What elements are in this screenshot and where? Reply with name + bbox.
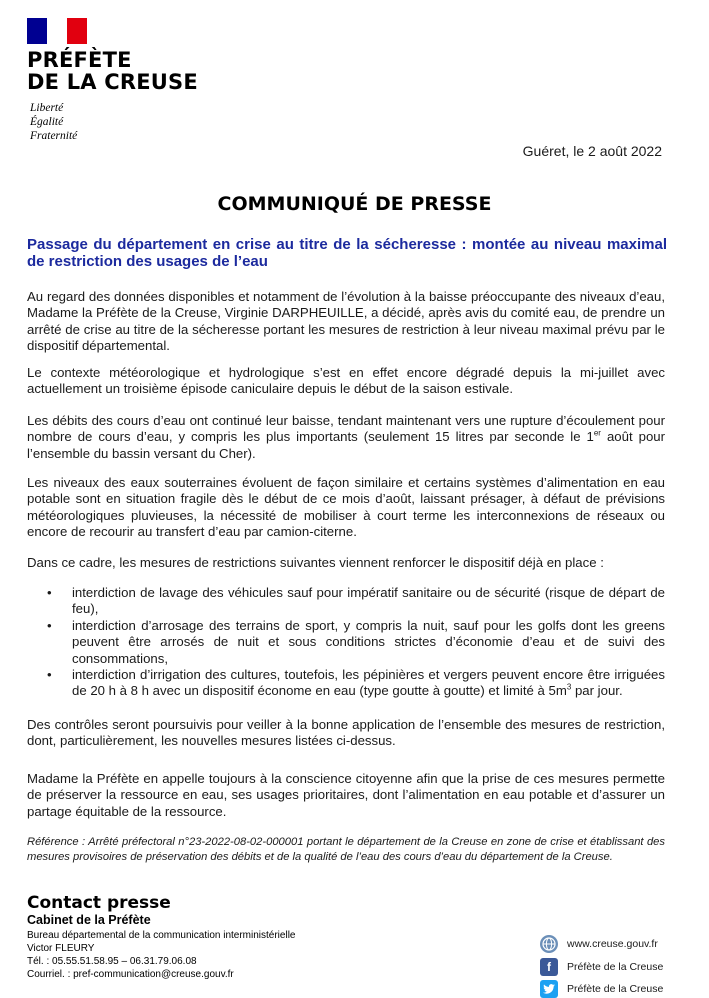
contact-bureau: Bureau départemental de la communication interministérielle bbox=[27, 930, 296, 941]
list-item: • interdiction de lavage des véhicules sauf pour impératif sanitaire ou de sécurité (risque de départ de feu), bbox=[47, 585, 665, 617]
prefecture-name-line1: PRÉFÈTE bbox=[27, 48, 132, 72]
motto-fraternite: Fraternité bbox=[30, 130, 78, 142]
list-item: • interdiction d’arrosage des terrains de sport, y compris la nuit, sauf pour les golfs dont les greens peuvent être arrosés de nuit et sous conditions strictes d’économie d’eau et de suivi des consommations, bbox=[47, 617, 665, 666]
globe-icon bbox=[540, 935, 558, 953]
contact-name: Victor FLEURY bbox=[27, 943, 95, 954]
flag-blue-band bbox=[27, 18, 47, 44]
paragraph-controls: Des contrôles seront poursuivis pour veiller à la bonne application de l’ensemble des mesures de restriction, dont, particulièrement, les nouvelles mesures listées ci-dessus. bbox=[27, 717, 665, 749]
paragraph-measures-intro: Dans ce cadre, les mesures de restrictions suivantes viennent renforcer le dispositif déjà en place : bbox=[27, 555, 604, 570]
list-item: • interdiction d’irrigation des cultures, toutefois, les pépinières et vergers peuvent encore être irriguées de 20 h à 8 h avec un dispositif économe en eau (type goutte à goutte) et limité à $5m^3$ par jour. bbox=[47, 667, 665, 699]
paragraph-context: Au regard des données disponibles et notamment de l’évolution à la baisse préoccupante des niveaux d’eau, Madame la Préfète de la Creuse, Virginie DARPHEUILLE, a décidé, après avis du comité eau, de prendre un arrêté de crise au titre de la sécheresse portant les mesures de restriction à leur niveau maximal prévu par le dispositif départemental. bbox=[27, 289, 665, 354]
reference-note: Référence : Arrêté préfectoral n°23-2022-08-02-000001 portant le département de la Creuse en zone de crise et établissant des mesures provisoires de préservation des débits et de la qualité de l’eau des cours d’eau du département de la Creuse. bbox=[27, 836, 665, 863]
flag-red-band bbox=[67, 18, 87, 44]
twitter-link[interactable] bbox=[540, 980, 663, 998]
facebook-link[interactable] bbox=[540, 958, 663, 976]
paragraph-groundwater: Les niveaux des eaux souterraines évoluent de façon similaire et certains systèmes d’alimentation en eau potable sont en situation fragile dès le début de ce mois d’août, laissant présager, à défaut de prévisions météorologiques pluvieuses, la nécessité de mobiliser à court terme les interconnexions de réseaux ou encore de recourir au transfert d’eau par camion-citerne. bbox=[27, 475, 665, 540]
facebook-icon: f bbox=[540, 958, 558, 976]
contact-email-line: Courriel. : pref-communication@creuse.gouv.fr bbox=[27, 969, 234, 980]
republic-motto bbox=[30, 101, 77, 143]
paragraph-citizen-appeal: Madame la Préfète en appelle toujours à la conscience citoyenne afin que la prise de ces mesures permette de préserver la ressource en eau, ses usages prioritaires, dont l’alimentation en eau potable et d’assurer un partage équitable de la ressource. bbox=[27, 771, 665, 819]
website-link-label: www.creuse.gouv.fr bbox=[567, 938, 658, 950]
facebook-link-label: Préfète de la Creuse bbox=[567, 961, 664, 973]
twitter-icon bbox=[540, 980, 558, 998]
press-date: Guéret, le 2 août 2022 bbox=[522, 143, 662, 159]
french-flag-logo bbox=[27, 18, 87, 44]
restriction-list bbox=[27, 585, 665, 700]
paragraph-river-flows: Les débits des cours d’eau ont continué leur baisse, tendant maintenant vers une rupture d’écoulement pour nombre de cours d’eau, y compris les plus importants (seulement 15 litres par seconde le 1er août pour l’ensemble du bassin versant du Cher). bbox=[27, 413, 666, 461]
contact-phone: Tél. : 05.55.51.58.95 – 06.31.79.06.08 bbox=[27, 956, 197, 967]
press-release-subtitle: Passage du département en crise au titre de la sécheresse : montée au niveau maximal de restriction des usages de l’eau bbox=[27, 236, 667, 270]
prefecture-name-line2: DE LA CREUSE bbox=[27, 70, 198, 94]
contact-email-link[interactable]: pref-communication@creuse.gouv.fr bbox=[73, 969, 234, 980]
press-release-title: COMMUNIQUÉ DE PRESSE bbox=[217, 193, 492, 215]
contact-heading: Contact presse bbox=[27, 893, 171, 913]
motto-egalite: Égalité bbox=[30, 116, 64, 128]
contact-cabinet: Cabinet de la Préfète bbox=[27, 913, 151, 927]
website-link[interactable] bbox=[540, 935, 658, 953]
twitter-link-label: Préfète de la Creuse bbox=[567, 983, 664, 995]
prefecture-name bbox=[27, 49, 198, 93]
motto-liberte: Liberté bbox=[30, 102, 64, 114]
flag-white-band bbox=[47, 18, 67, 44]
paragraph-weather: Le contexte météorologique et hydrologique s’est en effet encore dégradé depuis la mi-juillet avec actuellement un troisième épisode caniculaire depuis le début de la saison estivale. bbox=[27, 365, 665, 397]
